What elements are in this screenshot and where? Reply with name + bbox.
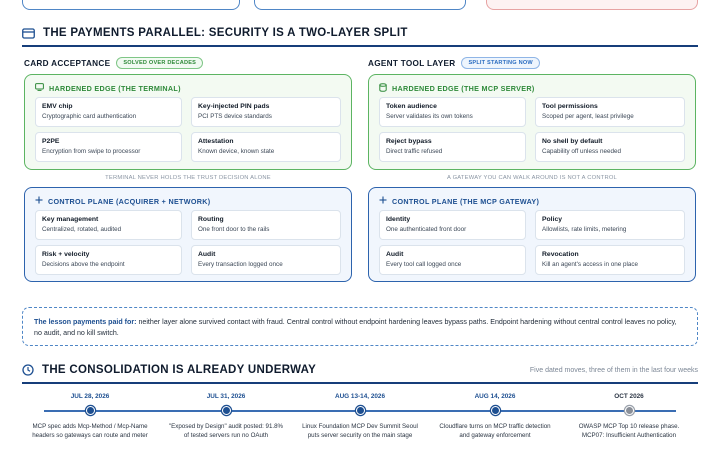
caption-terminal: TERMINAL NEVER HOLDS THE TRUST DECISION ALONE	[105, 175, 271, 181]
timeline-dot	[86, 406, 95, 415]
cell-tool-permissions: Tool permissions Scoped per agent, least privilege	[535, 97, 685, 127]
cell-key-management: Key management Centralized, rotated, audited	[35, 210, 182, 240]
timeline-date: JUL 28, 2026	[70, 393, 110, 400]
timeline-event: OWASP MCP Top 10 release phase. MCP07: Insufficient Authentication	[578, 423, 680, 439]
caption-gateway: A GATEWAY YOU CAN WALK AROUND IS NOT A CONTROL	[447, 175, 617, 181]
status-badge: SOLVED OVER DECADES	[116, 57, 203, 69]
timeline-event: MCP spec adds Mcp-Method / Mcp-Name headers so gateways can route and meter	[32, 423, 148, 439]
cell-audit: Audit Every transaction logged once	[191, 245, 341, 275]
timeline-dot-future	[625, 406, 634, 415]
section-title: THE PAYMENTS PARALLEL: SECURITY IS A TWO-LAYER SPLIT	[43, 27, 408, 39]
cell-emv: EMV chip Cryptographic card authentication	[35, 97, 182, 127]
timeline-dot	[491, 406, 500, 415]
lesson-lead: The lesson payments paid for:	[34, 318, 137, 326]
cell-p2pe: P2PE Encryption from swipe to processor	[35, 132, 182, 162]
lesson-callout	[22, 307, 698, 346]
server-icon	[379, 83, 387, 94]
cell-audit: Audit Every tool call logged once	[379, 245, 526, 275]
timeline-event: Cloudflare turns on MCP traffic detection and gateway enforcement	[439, 423, 551, 439]
panel-title: HARDENED EDGE (THE MCP SERVER)	[379, 83, 535, 94]
timeline-dot	[356, 406, 365, 415]
lesson-text: neither layer alone survived contact with fraud. Central control without endpoint hardening leaves bypass paths. Endpoint hardening without central control leaves no policy, no audit, and no kill switch.	[34, 318, 677, 337]
panel-title: HARDENED EDGE (THE TERMINAL)	[35, 83, 181, 93]
plus-icon	[379, 196, 387, 206]
section-title: THE CONSOLIDATION IS ALREADY UNDERWAY	[42, 364, 317, 376]
timeline-date: JUL 31, 2026	[206, 393, 246, 400]
cell-routing: Routing One front door to the rails	[191, 210, 341, 240]
cell-attestation: Attestation Known device, known state	[191, 132, 341, 162]
panel-hardened-terminal	[24, 74, 352, 170]
section-header-payments	[22, 27, 698, 47]
panel-control-mcp-gateway	[368, 187, 696, 282]
timeline-date: AUG 14, 2026	[474, 393, 516, 400]
column-head-agent-tool	[368, 57, 540, 69]
panel-title: CONTROL PLANE (ACQUIRER + NETWORK)	[35, 196, 210, 206]
cell-policy: Policy Allowlists, rate limits, metering	[535, 210, 685, 240]
section-header-consolidation	[22, 364, 698, 384]
clock-icon	[22, 364, 34, 376]
cell-risk-velocity: Risk + velocity Decisions above the endpoint	[35, 245, 182, 275]
cell-reject-bypass: Reject bypass Direct traffic refused	[379, 132, 526, 162]
timeline-event: Linux Foundation MCP Dev Summit Seoul puts server security on the main stage	[302, 423, 418, 439]
cell-no-shell: No shell by default Capability off unless needed	[535, 132, 685, 162]
column-label: AGENT TOOL LAYER	[368, 58, 456, 68]
panel-title: CONTROL PLANE (THE MCP GATEWAY)	[379, 196, 539, 206]
timeline-event: "Exposed by Design" audit posted: 91.8% of tested servers run no OAuth	[168, 423, 284, 439]
column-head-card-acceptance	[24, 57, 203, 69]
timeline-date: AUG 13-14, 2026	[334, 393, 386, 400]
top-card-3	[486, 0, 698, 10]
panel-hardened-mcp-server	[368, 74, 696, 170]
timeline-date: OCT 2026	[614, 393, 644, 400]
cell-token-audience: Token audience Server validates its own tokens	[379, 97, 526, 127]
section-note: Five dated moves, three of them in the last four weeks	[529, 366, 698, 374]
panel-control-acquirer	[24, 187, 352, 282]
plus-icon	[35, 196, 43, 206]
cell-revocation: Revocation Kill an agent's access in one place	[535, 245, 685, 275]
cell-pin-pads: Key-injected PIN pads PCI PTS device standards	[191, 97, 341, 127]
timeline-dot	[222, 406, 231, 415]
card-icon	[22, 28, 35, 39]
cell-identity: Identity One authenticated front door	[379, 210, 526, 240]
top-card-1	[22, 0, 240, 10]
top-card-2	[254, 0, 466, 10]
terminal-icon	[35, 83, 44, 93]
status-badge: SPLIT STARTING NOW	[461, 57, 539, 69]
column-label: CARD ACCEPTANCE	[24, 58, 111, 68]
